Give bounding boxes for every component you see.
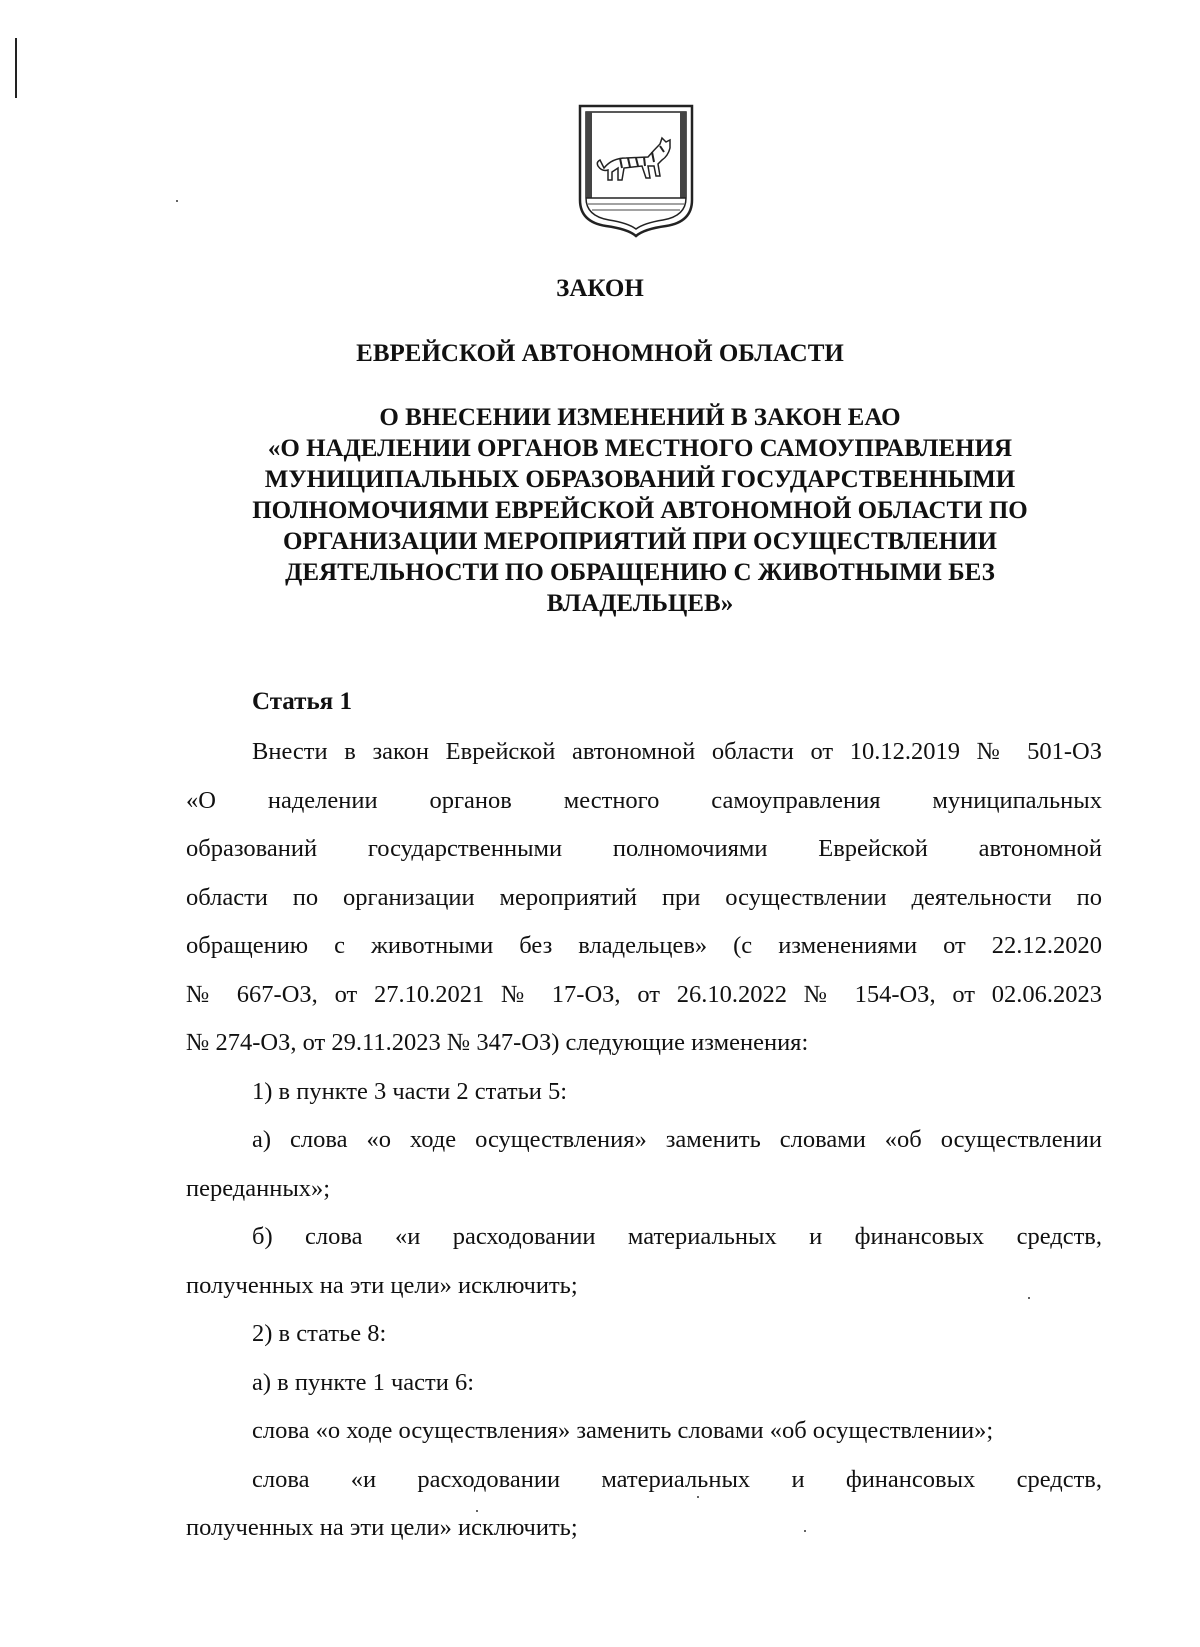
region-title: ЕВРЕЙСКОЙ АВТОНОМНОЙ ОБЛАСТИ [356,340,844,367]
subject-line: МУНИЦИПАЛЬНЫХ ОБРАЗОВАНИЙ ГОСУДАРСТВЕННЫМИ [264,466,1016,493]
amendment-item: 2) в статье 8: [252,1320,387,1347]
article-body [186,728,1102,1553]
paragraph-line: «О наделении органов местного самоуправления муниципальных [186,786,1102,814]
coat-of-arms-tiger-icon [576,100,696,238]
amendment-item: а) слова «о ходе осуществления» заменить словами «об осуществлении [252,1126,1102,1153]
subject-line: ОРГАНИЗАЦИИ МЕРОПРИЯТИЙ ПРИ ОСУЩЕСТВЛЕНИИ [282,528,997,555]
subject-line: «О НАДЕЛЕНИИ ОРГАНОВ МЕСТНОГО САМОУПРАВЛЕНИЯ [267,435,1013,462]
amendment-item: б) слова «и расходовании материальных и финансовых средств, [252,1223,1102,1250]
scan-edge-mark [15,38,17,98]
subject-line: О ВНЕСЕНИИ ИЗМЕНЕНИЙ В ЗАКОН ЕАО [379,404,901,431]
amendment-item-continuation: переданных»; [186,1174,331,1202]
amendment-item: слова «о ходе осуществления» заменить словами «об осуществлении»; [252,1417,994,1444]
article-title: Статья 1 [252,688,352,715]
paragraph-line: области по организации мероприятий при осуществлении деятельности по [186,883,1102,911]
paragraph-line: № 274-ОЗ, от 29.11.2023 № 347-ОЗ) следующие изменения: [186,1029,809,1056]
paragraph-line: обращению с животными без владельцев» (с изменениями от 22.12.2020 [186,932,1102,959]
paragraph-line: № 667-ОЗ, от 27.10.2021 № 17-ОЗ, от 26.10.2022 № 154-ОЗ, от 02.06.2023 [186,980,1102,1008]
paragraph-line: образований государственными полномочиями Еврейской автономной [186,835,1102,862]
amendment-item-continuation: полученных на эти цели» исключить; [186,1271,578,1299]
law-subject-heading [180,402,1100,619]
document-type-title: ЗАКОН [556,275,644,302]
paragraph-line: Внести в закон Еврейской автономной области от 10.12.2019 № 501-ОЗ [252,738,1102,765]
amendment-item: а) в пункте 1 части 6: [252,1368,475,1396]
subject-line: ДЕЯТЕЛЬНОСТИ ПО ОБРАЩЕНИЮ С ЖИВОТНЫМИ БЕЗ [285,559,995,586]
subject-line: ПОЛНОМОЧИЯМИ ЕВРЕЙСКОЙ АВТОНОМНОЙ ОБЛАСТИ ПО [252,497,1028,524]
subject-line: ВЛАДЕЛЬЦЕВ» [546,590,734,617]
scan-speck [176,200,178,202]
amendment-item-continuation: полученных на эти цели» исключить; [186,1514,578,1541]
amendment-item: 1) в пункте 3 части 2 статьи 5: [252,1077,568,1105]
amendment-item: слова «и расходовании материальных и финансовых средств, [252,1465,1102,1493]
